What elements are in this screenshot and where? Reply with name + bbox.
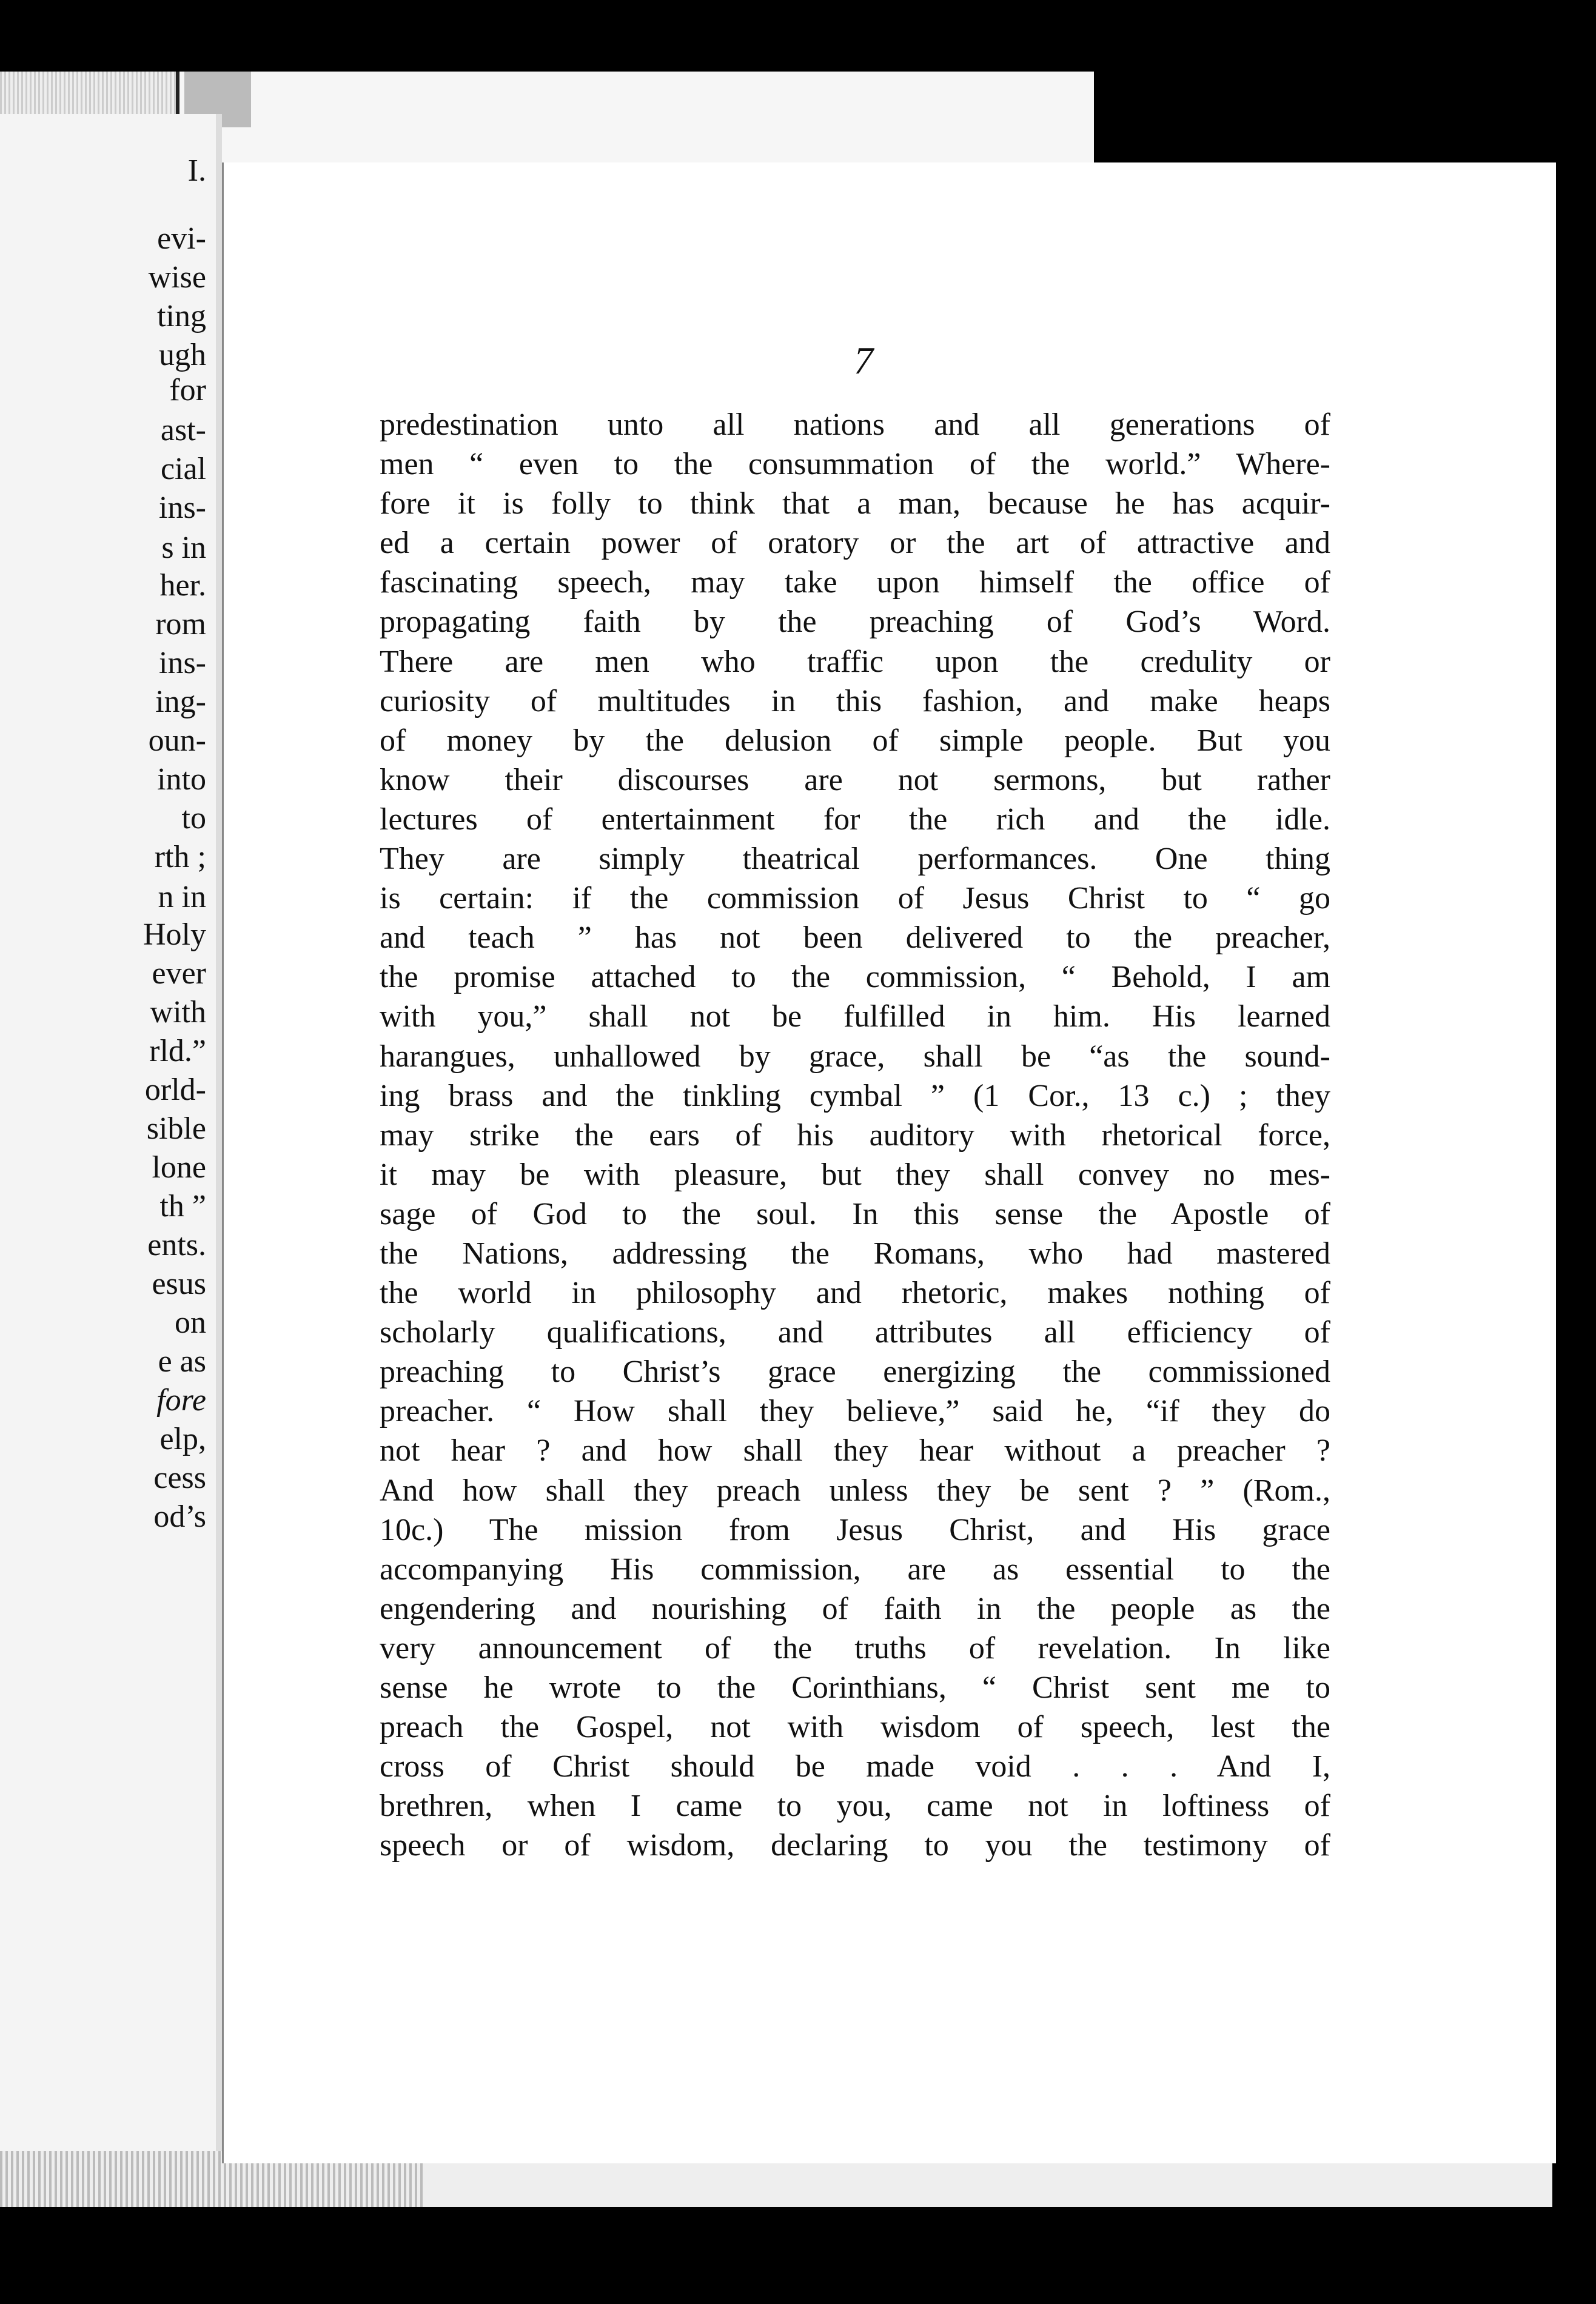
text-line: curiosity of multitudes in this fashion, and make heaps <box>380 683 1330 718</box>
text-line: propagating faith by the preaching of God’s Word. <box>380 604 1330 640</box>
text-line: may strike the ears of his auditory with rhetorical force, <box>380 1117 1330 1153</box>
facing-page-fragment: rth ; <box>154 840 206 874</box>
facing-page-fragment: esus <box>152 1267 206 1301</box>
text-line: harangues, unhallowed by grace, shall be “as the sound- <box>380 1039 1330 1074</box>
facing-page-fragment: ins- <box>159 646 206 680</box>
text-line: and teach ” has not been delivered to the preacher, <box>380 920 1330 956</box>
facing-page-fragment: ting <box>157 299 206 333</box>
text-line: preaching to Christ’s grace energizing the commissioned <box>380 1355 1330 1390</box>
text-line: They are simply theatrical performances. One thing <box>380 842 1330 877</box>
text-line: preach the Gospel, not with wisdom of speech, lest the <box>380 1710 1330 1745</box>
facing-page-fragment: rld.” <box>149 1034 206 1068</box>
facing-page-fragment: rom <box>155 607 206 641</box>
facing-page-fragment: n in <box>158 880 206 914</box>
body-text <box>380 405 1330 1865</box>
text-line: cross of Christ should be made void . . . And I, <box>380 1749 1330 1784</box>
facing-page-fragment: to <box>181 801 206 836</box>
facing-page-fragment: evi- <box>157 221 206 256</box>
text-line: fore it is folly to think that a man, because he has acquir- <box>380 486 1330 521</box>
text-line: There are men who traffic upon the credulity or <box>380 644 1330 679</box>
text-line: men “ even to the consummation of the world.” Where- <box>380 447 1330 482</box>
text-line: 10c.) The mission from Jesus Christ, and His grace <box>380 1512 1330 1547</box>
text-line: very announcement of the truths of revelation. In like <box>380 1630 1330 1666</box>
facing-page-fragment: elp, <box>159 1422 206 1456</box>
facing-page-fragment: s in <box>161 531 206 565</box>
text-line: with you,” shall not be fulfilled in him. His learned <box>380 999 1330 1034</box>
facing-page-fragment: ast- <box>160 413 206 447</box>
facing-page-fragment: orld- <box>144 1073 206 1107</box>
text-line: know their discourses are not sermons, but rather <box>380 762 1330 797</box>
text-line: And how shall they preach unless they be sent ? ” (Rom., <box>380 1473 1330 1508</box>
text-line: ing brass and the tinkling cymbal ” (1 Cor., 13 c.) ; they <box>380 1078 1330 1113</box>
text-line: not hear ? and how shall they hear without a preacher ? <box>380 1433 1330 1468</box>
text-line: engendering and nourishing of faith in the people as the <box>380 1591 1330 1626</box>
text-line: the world in philosophy and rhetoric, makes nothing of <box>380 1276 1330 1311</box>
text-line: preacher. “ How shall they believe,” said he, “if they do <box>380 1394 1330 1429</box>
facing-page-fragment: od’s <box>153 1499 206 1534</box>
facing-page-fragment: ing- <box>155 685 206 719</box>
text-line: sense he wrote to the Corinthians, “ Christ sent me to <box>380 1670 1330 1705</box>
text-line: of money by the delusion of simple people. But you <box>380 723 1330 758</box>
facing-page-fragment: ugh <box>159 338 206 372</box>
facing-page-fragment: her. <box>159 568 206 603</box>
text-line: it may be with pleasure, but they shall convey no mes- <box>380 1157 1330 1192</box>
text-line: sage of God to the soul. In this sense the Apostle of <box>380 1196 1330 1231</box>
facing-page-fragment: Holy <box>143 917 206 952</box>
facing-page-fragment: fore <box>156 1383 206 1418</box>
text-line: the Nations, addressing the Romans, who had mastered <box>380 1236 1330 1271</box>
text-line: the promise attached to the commission, “ Behold, I am <box>380 960 1330 995</box>
facing-page-fragment: with <box>150 995 206 1030</box>
facing-page-fragment: lone <box>152 1150 206 1185</box>
text-line: brethren, when I came to you, came not in loftiness of <box>380 1789 1330 1824</box>
facing-page-fragment: oun- <box>148 723 206 758</box>
facing-page-fragment: on <box>175 1305 206 1340</box>
text-line: speech or of wisdom, declaring to you the testimony of <box>380 1828 1330 1863</box>
text-line: scholarly qualifications, and attributes all efficiency of <box>380 1315 1330 1350</box>
facing-page-fragment: I. <box>187 153 206 188</box>
text-line: lectures of entertainment for the rich and the idle. <box>380 802 1330 837</box>
facing-page-fragment: e as <box>158 1344 206 1379</box>
text-line: predestination unto all nations and all generations of <box>380 407 1330 442</box>
facing-page-fragment: for <box>169 373 206 407</box>
gutter-shadow <box>216 114 222 2175</box>
text-line: fascinating speech, may take upon himself the office of <box>380 565 1330 600</box>
text-line: accompanying His commission, are as essential to the <box>380 1552 1330 1587</box>
facing-page-fragment: sible <box>146 1111 206 1146</box>
facing-page-fragment: th ” <box>159 1189 206 1224</box>
book-page <box>222 162 1556 2163</box>
facing-page-fragment: cial <box>160 452 206 486</box>
facing-page-fragment: cess <box>153 1461 206 1495</box>
text-line: is certain: if the commission of Jesus Christ to “ go <box>380 881 1330 916</box>
facing-page-fragment: wise <box>148 260 206 295</box>
page-number: 7 <box>854 339 873 382</box>
facing-page-fragment: ever <box>152 956 206 991</box>
facing-page-fragment: ents. <box>147 1228 206 1262</box>
facing-page-fragment: into <box>157 762 206 797</box>
facing-page-fragment: ins- <box>159 491 206 525</box>
facing-page <box>0 114 222 2175</box>
text-line: ed a certain power of oratory or the art of attractive and <box>380 526 1330 561</box>
page-edge <box>222 162 224 2163</box>
